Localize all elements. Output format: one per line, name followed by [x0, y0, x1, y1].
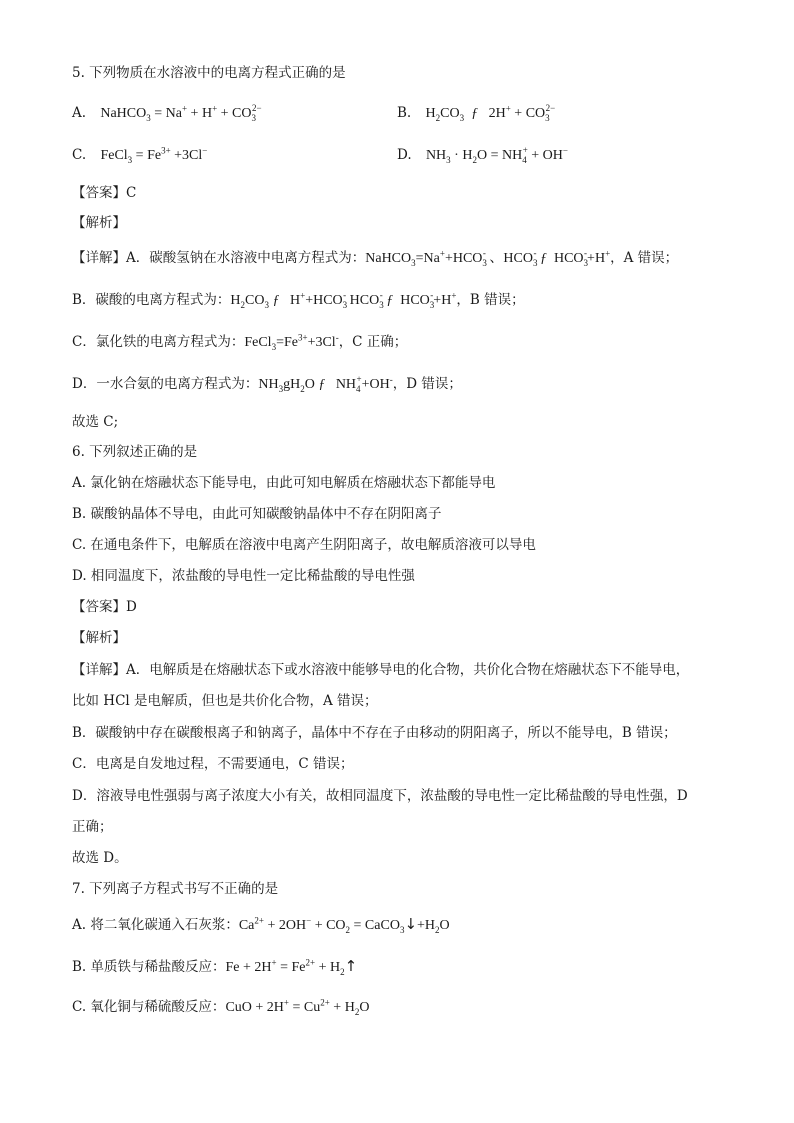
detail-text: B．碳酸的电离方程式为： [72, 292, 231, 308]
detail-text: ，B 错误； [456, 292, 525, 308]
q6-option-b: B. 碳酸钠晶体不导电，由此可知碳酸钠晶体中不存在阴阳离子 [72, 506, 442, 522]
detail-equation: $FeCl_3=Fe^{3+}+3Cl^-$ [244, 332, 339, 352]
q5-detail-d [72, 375, 462, 394]
q5-detail-b [72, 291, 525, 310]
q5-answer: 【答案】C [72, 185, 137, 201]
q5-analysis-tag: 【解析】 [72, 215, 126, 231]
q5-option-a-equation: NaHCO$_3$ = $Na^+ + H^+ + CO_3^{2-}$ [100, 103, 262, 123]
q6-detail-d-line2: 正确； [72, 819, 113, 835]
q7-option-c [72, 998, 369, 1017]
q5-conclusion: 故选 C; [72, 414, 119, 430]
detail-text: ，C 正确； [338, 334, 408, 350]
q6-answer: 【答案】D [72, 599, 137, 615]
q7-option-b [72, 957, 357, 977]
option-label: A. [72, 105, 87, 121]
q6-conclusion: 故选 D。 [72, 850, 128, 866]
q7-option-b-equation: $Fe + 2H^+ = Fe^{2+}$ + $H_2↑$ [225, 957, 358, 977]
option-label: B. [397, 105, 412, 121]
q5-option-b [397, 104, 555, 123]
q5-option-d-equation: $NH_3 \cdot H_2O = NH_4^+ + OH^-$ [425, 145, 568, 165]
q5-stem: 5. 下列物质在水溶液中的电离方程式正确的是 [72, 65, 346, 81]
detail-tag: 【详解】 [72, 250, 126, 266]
q7-option-c-equation: CuO + $2H^+ = Cu^{2+} + H_2O$ [225, 997, 370, 1017]
q6-analysis-tag: 【解析】 [72, 630, 126, 646]
option-label: A. 将二氧化碳通入石灰浆： [72, 917, 239, 933]
q5-option-c [72, 146, 207, 165]
detail-text: ，D 错误； [392, 376, 462, 392]
detail-text: ，A 错误； [610, 250, 679, 266]
q6-detail-a-line2: 比如 HCl 是电解质，但也是共价化合物，A 错误； [72, 693, 378, 709]
detail-text: C．氯化铁的电离方程式为： [72, 334, 245, 350]
option-label: C. [72, 147, 87, 163]
detail-equation: $H_2CO_3$ ƒ $H^++HCO_3^-$ $HCO_3^-$ ƒ $HCO_3^-+H^+$ [230, 290, 457, 310]
detail-text: A．碳酸氢钠在水溶液中电离方程式为： [126, 250, 366, 266]
q6-detail-d-line1: D．溶液导电性强弱与离子浓度大小有关，故相同温度下，浓盐酸的导电性一定比稀盐酸的导电性强，D [72, 788, 688, 804]
option-label: D. [397, 147, 412, 163]
q6-detail-c: C．电离是自发地过程，不需要通电，C 错误； [72, 756, 354, 772]
q6-detail-a-line1: 【详解】A．电解质是在熔融状态下或水溶液中能够导电的化合物，共价化合物在熔融状态下不能导电， [72, 662, 690, 678]
q5-detail-a [72, 249, 678, 268]
q7-option-a [72, 915, 450, 935]
q6-detail-b: B．碳酸钠中存在碳酸根离子和钠离子，晶体中不存在子由移动的阴阳离子，所以不能导电，B 错误； [72, 725, 677, 741]
option-label: B. 单质铁与稀盐酸反应： [72, 959, 226, 975]
option-label: C. 氧化铜与稀硫酸反应： [72, 999, 226, 1015]
q7-stem: 7. 下列离子方程式书写不正确的是 [72, 881, 279, 897]
q6-stem: 6. 下列叙述正确的是 [72, 444, 198, 460]
detail-text: D．一水合氨的电离方程式为： [72, 376, 259, 392]
q5-option-d [397, 146, 568, 165]
q6-option-c: C. 在通电条件下，电解质在溶液中电离产生阴阳离子，故电解质溶液可以导电 [72, 537, 536, 553]
q5-option-b-equation: $H_2CO_3$ ƒ $2H^+ + CO_3^{2-}$ [425, 103, 556, 123]
q6-option-d: D. 相同温度下，浓盐酸的导电性一定比稀盐酸的导电性强 [72, 568, 415, 584]
detail-equation: $NH_3gH_2O$ ƒ $NH_4^++OH^-$ [258, 374, 393, 394]
q5-detail-c [72, 333, 407, 352]
detail-equation: $NaHCO_3=Na^++HCO_3^-$ 、$HCO_3^-$ ƒ $HCO_3^-+H^+$ [365, 248, 611, 268]
q6-option-a: A. 氯化钠在熔融状态下能导电，由此可知电解质在熔融状态下都能导电 [72, 475, 496, 491]
q5-option-a [72, 104, 262, 123]
q5-option-c-equation: FeCl$_3$ = $Fe^{3+} +3Cl^-$ [100, 145, 208, 165]
q7-option-a-equation: $Ca^{2+} + 2OH^- + CO_2$ = $CaCO_3↓+H_2O$ [238, 915, 450, 935]
